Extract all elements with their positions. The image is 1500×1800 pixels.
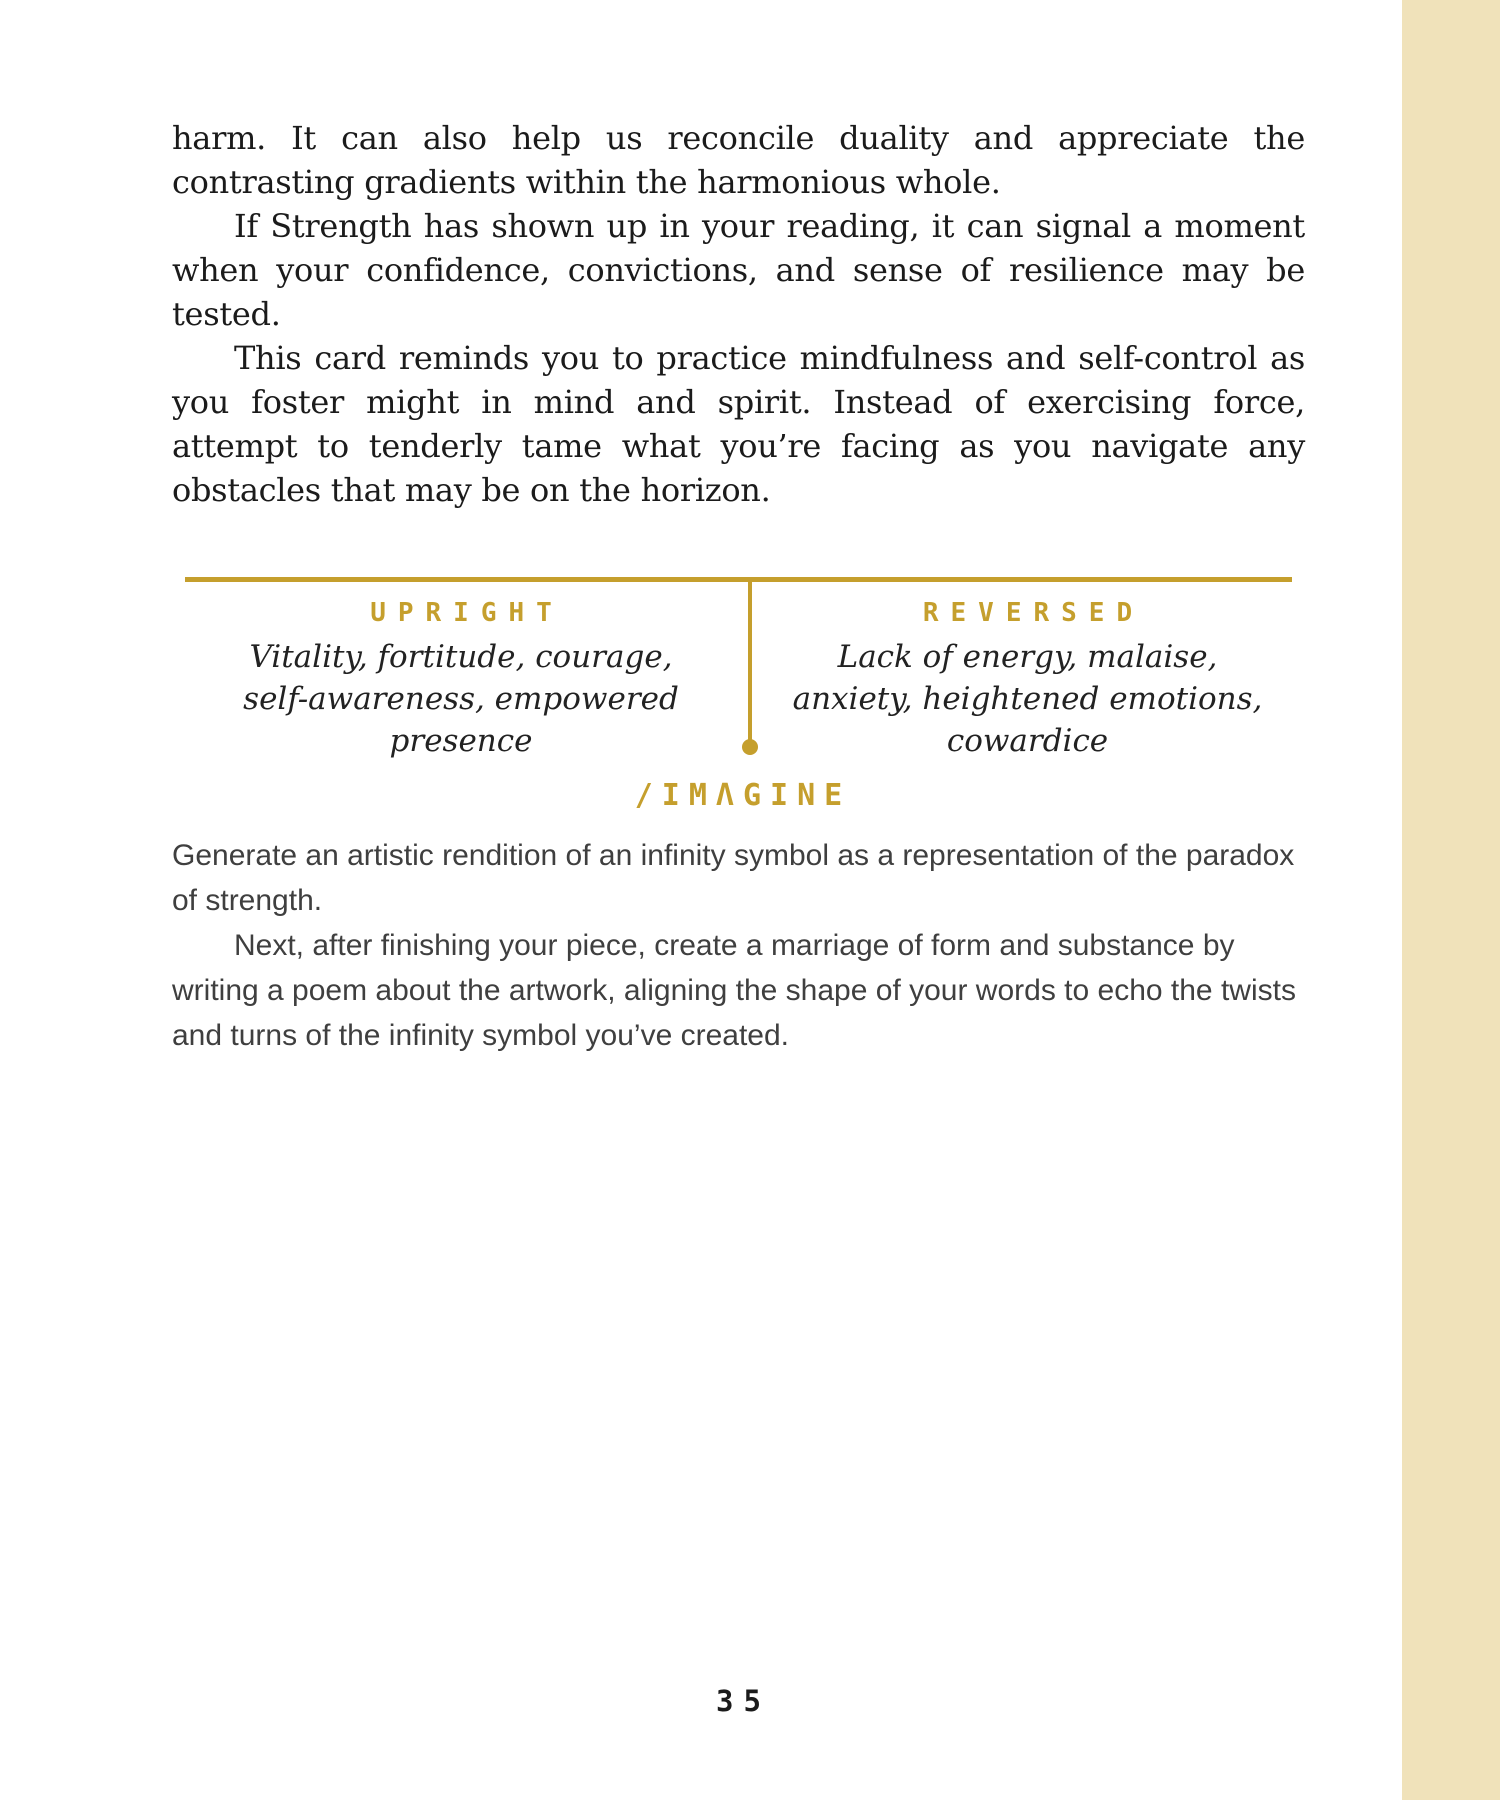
reversed-heading: REVERSED <box>922 598 1145 628</box>
body-paragraph-2: If Strength has shown up in your reading, it can signal a moment when your confidence, convictions, and sense of resilience may be tested. <box>172 207 1305 333</box>
reversed-keywords <box>750 636 1305 762</box>
meanings-section <box>172 577 1305 777</box>
decorative-edge-strip <box>1402 0 1500 1800</box>
upright-keywords-line-3: presence <box>389 723 533 759</box>
upright-column <box>172 582 750 762</box>
meanings-columns <box>172 582 1305 762</box>
imagine-paragraph-1: Generate an artistic rendition of an infinity symbol as a representation of the paradox of strength. <box>172 839 1295 917</box>
upright-keywords-line-2: self-awareness, empowered <box>243 681 679 717</box>
upright-keywords-line-1: Vitality, fortitude, courage, <box>249 639 673 675</box>
body-paragraph-1: harm. It can also help us reconcile duality and appreciate the contrasting gradients within the harmonious whole. <box>172 119 1305 201</box>
body-text-block <box>172 116 1305 512</box>
imagine-paragraph-2: Next, after finishing your piece, create a marriage of form and substance by writing a poem about the artwork, aligning the shape of your words to echo the twists and turns of the infinity symbol you’ve created. <box>172 929 1296 1052</box>
reversed-keywords-line-3: cowardice <box>946 723 1109 759</box>
upright-keywords <box>172 636 750 762</box>
imagine-text-block <box>172 833 1305 1058</box>
page-number: 35 <box>716 1684 771 1718</box>
body-paragraph-3: This card reminds you to practice mindfulness and self-control as you foster might in mind and spirit. Instead of exercising force, attempt to tenderly tame what you’re facing as you navigate any obstacles that may be on the horizon. <box>172 339 1305 509</box>
page-content <box>172 0 1305 1800</box>
reversed-keywords-line-2: anxiety, heightened emotions, <box>792 681 1263 717</box>
upright-heading: UPRIGHT <box>370 598 564 628</box>
reversed-column <box>750 582 1305 762</box>
imagine-heading: /IMΛGINE <box>634 778 852 813</box>
reversed-keywords-line-1: Lack of energy, malaise, <box>837 639 1218 675</box>
